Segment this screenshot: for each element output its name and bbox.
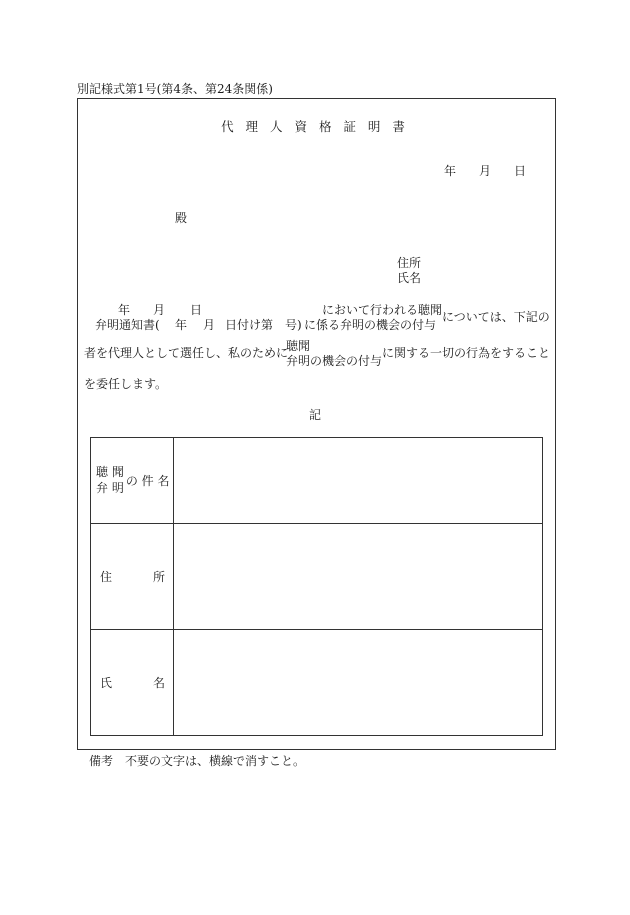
held-at-bottom: に係る弁明の機会の付与 [304,318,437,332]
address-label-left: 住 [100,570,113,584]
notice-month: 月 [203,318,216,332]
date-month: 月 [479,164,492,178]
applicant-address-label: 住所 [397,256,422,270]
addressee-suffix: 殿 [175,211,188,225]
notice-year: 年 [175,318,188,332]
address-label-right: 所 [152,570,165,584]
body-month: 月 [153,303,166,317]
notice-close: 号) [285,318,302,332]
applicant-name-label: 氏名 [397,271,422,285]
table-row-name [91,630,543,736]
name-label-cell [91,630,174,736]
line3: を委任します。 [84,377,168,391]
body-year: 年 [118,303,131,317]
notice-dated-no: 日付け第 [225,318,274,332]
subject-label-cell [91,438,174,524]
subject-label-suffix: の 件 名 [125,474,170,488]
body-day: 日 [190,303,203,317]
table-row-subject [91,438,543,524]
date-day: 日 [514,164,527,178]
delegation-details-table [90,437,543,736]
stack2-bottom: 弁明の機会の付与 [286,354,383,368]
line2-tail: に関する一切の行為をすること [382,346,551,360]
subject-label-hearing: 聴 聞 [96,464,124,479]
name-label-left: 氏 [100,676,113,690]
ki-heading: 記 [308,408,321,422]
remarks-note: 備考 不要の文字は、横線で消すこと。 [89,754,306,768]
address-value-cell [174,524,543,630]
date-year: 年 [444,164,457,178]
held-at-top: において行われる聴聞 [322,303,443,317]
line2-head: 者を代理人として選任し、私のために [84,346,289,360]
name-value-cell [174,630,543,736]
document-title: 代 理 人 資 格 証 明 書 [221,119,409,134]
table-row-address [91,524,543,630]
address-label-cell [91,524,174,630]
line1-tail: については、下記の [442,310,550,324]
stack2-top: 聴聞 [286,339,311,353]
subject-label-explanation: 弁 明 [96,480,124,495]
subject-value-cell [174,438,543,524]
name-label-right: 名 [152,676,165,690]
form-number-note: 別記様式第1号(第4条、第24条関係) [77,82,273,96]
notice-open: 弁明通知書( [95,318,160,332]
